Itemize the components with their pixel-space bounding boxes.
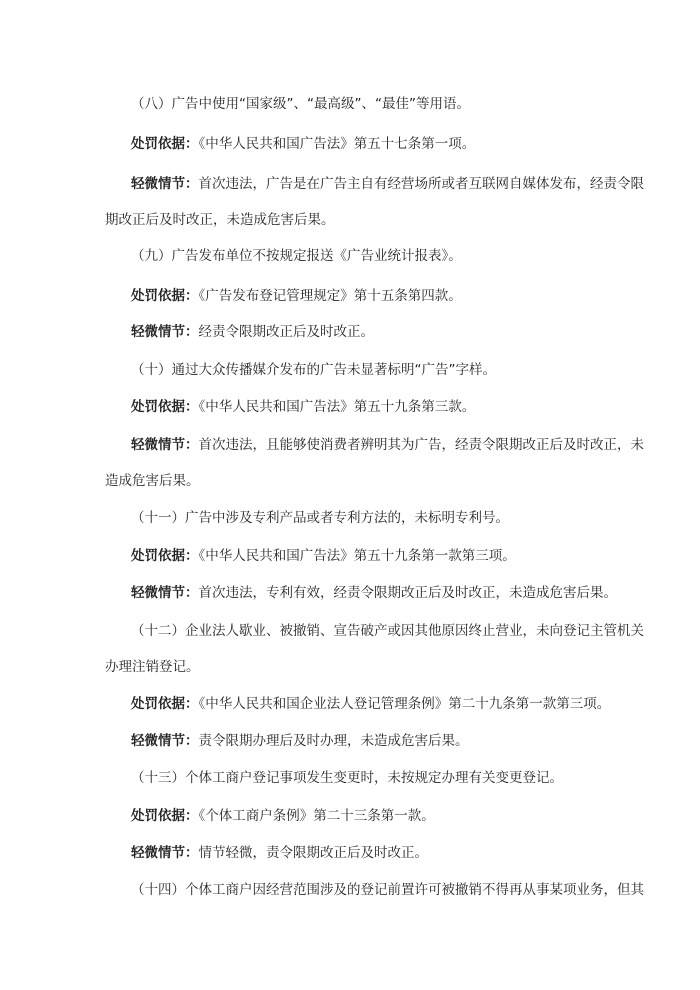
item-basis-11 bbox=[131, 538, 601, 574]
basis-label: 处罚依据： bbox=[131, 136, 199, 152]
item-minor-11 bbox=[131, 575, 617, 611]
basis-text: 《中华人民共和国广告法》第五十九条第一款第三项。 bbox=[198, 548, 516, 564]
item-heading-9 bbox=[131, 238, 601, 274]
minor-text: 情节轻微，责令限期改正后及时改正。 bbox=[198, 845, 428, 861]
item-minor-13 bbox=[131, 835, 601, 871]
item-heading-8 bbox=[131, 86, 601, 122]
heading-text: （十）通过大众传播媒介发布的广告未显著标明“广告”字样。 bbox=[131, 362, 496, 378]
item-minor-12 bbox=[131, 723, 601, 759]
minor-line-1 bbox=[105, 427, 644, 463]
basis-label: 处罚依据： bbox=[131, 696, 199, 712]
minor-label: 轻微情节： bbox=[131, 845, 199, 861]
basis-text: 《广告发布登记管理规定》第十五条第四款。 bbox=[198, 288, 462, 304]
minor-label: 轻微情节： bbox=[131, 585, 199, 601]
minor-line-2: 期改正后及时改正，未造成危害后果。 bbox=[105, 212, 335, 228]
item-basis-12 bbox=[131, 686, 611, 722]
heading-line-2: 办理注销登记。 bbox=[105, 659, 200, 675]
basis-text: 《中华人民共和国企业法人登记管理条例》第二十九条第一款第三项。 bbox=[198, 696, 611, 712]
basis-label: 处罚依据： bbox=[131, 548, 199, 564]
heading-text: （十一）广告中涉及专利产品或者专利方法的，未标明专利号。 bbox=[131, 510, 509, 526]
heading-text: （九）广告发布单位不按规定报送《广告业统计报表》。 bbox=[131, 248, 462, 264]
item-heading-12 bbox=[105, 613, 644, 685]
item-heading-11 bbox=[131, 500, 601, 536]
basis-label: 处罚依据： bbox=[131, 808, 199, 824]
item-basis-13 bbox=[131, 798, 601, 834]
item-heading-14 bbox=[131, 872, 644, 908]
item-basis-8 bbox=[131, 126, 601, 162]
minor-label: 轻微情节： bbox=[131, 176, 199, 192]
minor-text: 责令限期办理后及时办理，未造成危害后果。 bbox=[198, 733, 469, 749]
minor-text: 经责令限期改正后及时改正。 bbox=[198, 324, 374, 340]
basis-label: 处罚依据： bbox=[131, 399, 199, 415]
minor-line-1 bbox=[105, 166, 644, 202]
minor-text: 首次违法，广告是在广告主自有经营场所或者互联网自媒体发布，经责令限 bbox=[198, 176, 644, 192]
basis-text: 《中华人民共和国广告法》第五十九条第三款。 bbox=[198, 399, 476, 415]
item-minor-8 bbox=[105, 166, 644, 238]
heading-text: （十四）个体工商户因经营范围涉及的登记前置许可被撤销不得再从事某项业务，但其 bbox=[131, 882, 644, 898]
minor-line-2: 造成危害后果。 bbox=[105, 473, 200, 489]
minor-label: 轻微情节： bbox=[131, 324, 199, 340]
basis-label: 处罚依据： bbox=[131, 288, 199, 304]
minor-text: 首次违法，专利有效，经责令限期改正后及时改正，未造成危害后果。 bbox=[198, 585, 617, 601]
minor-label: 轻微情节： bbox=[131, 437, 199, 453]
heading-text: （十三）个体工商户登记事项发生变更时，未按规定办理有关变更登记。 bbox=[131, 770, 563, 786]
item-heading-10 bbox=[131, 352, 601, 388]
heading-line-1: （十二）企业法人歇业、被撤销、宣告破产或因其他原因终止营业，未向登记主管机关 bbox=[131, 623, 644, 639]
heading-text: （八）广告中使用“国家级”、“最高级”、“最佳”等用语。 bbox=[131, 96, 470, 112]
item-basis-10 bbox=[131, 389, 601, 425]
item-heading-13 bbox=[131, 760, 601, 796]
item-basis-9 bbox=[131, 278, 601, 314]
minor-text: 首次违法，且能够使消费者辨明其为广告，经责令限期改正后及时改正，未 bbox=[198, 437, 644, 453]
item-minor-10 bbox=[105, 427, 644, 499]
item-minor-9 bbox=[131, 314, 601, 350]
minor-label: 轻微情节： bbox=[131, 733, 199, 749]
basis-text: 《中华人民共和国广告法》第五十七条第一项。 bbox=[198, 136, 476, 152]
basis-text: 《个体工商户条例》第二十三条第一款。 bbox=[198, 808, 435, 824]
